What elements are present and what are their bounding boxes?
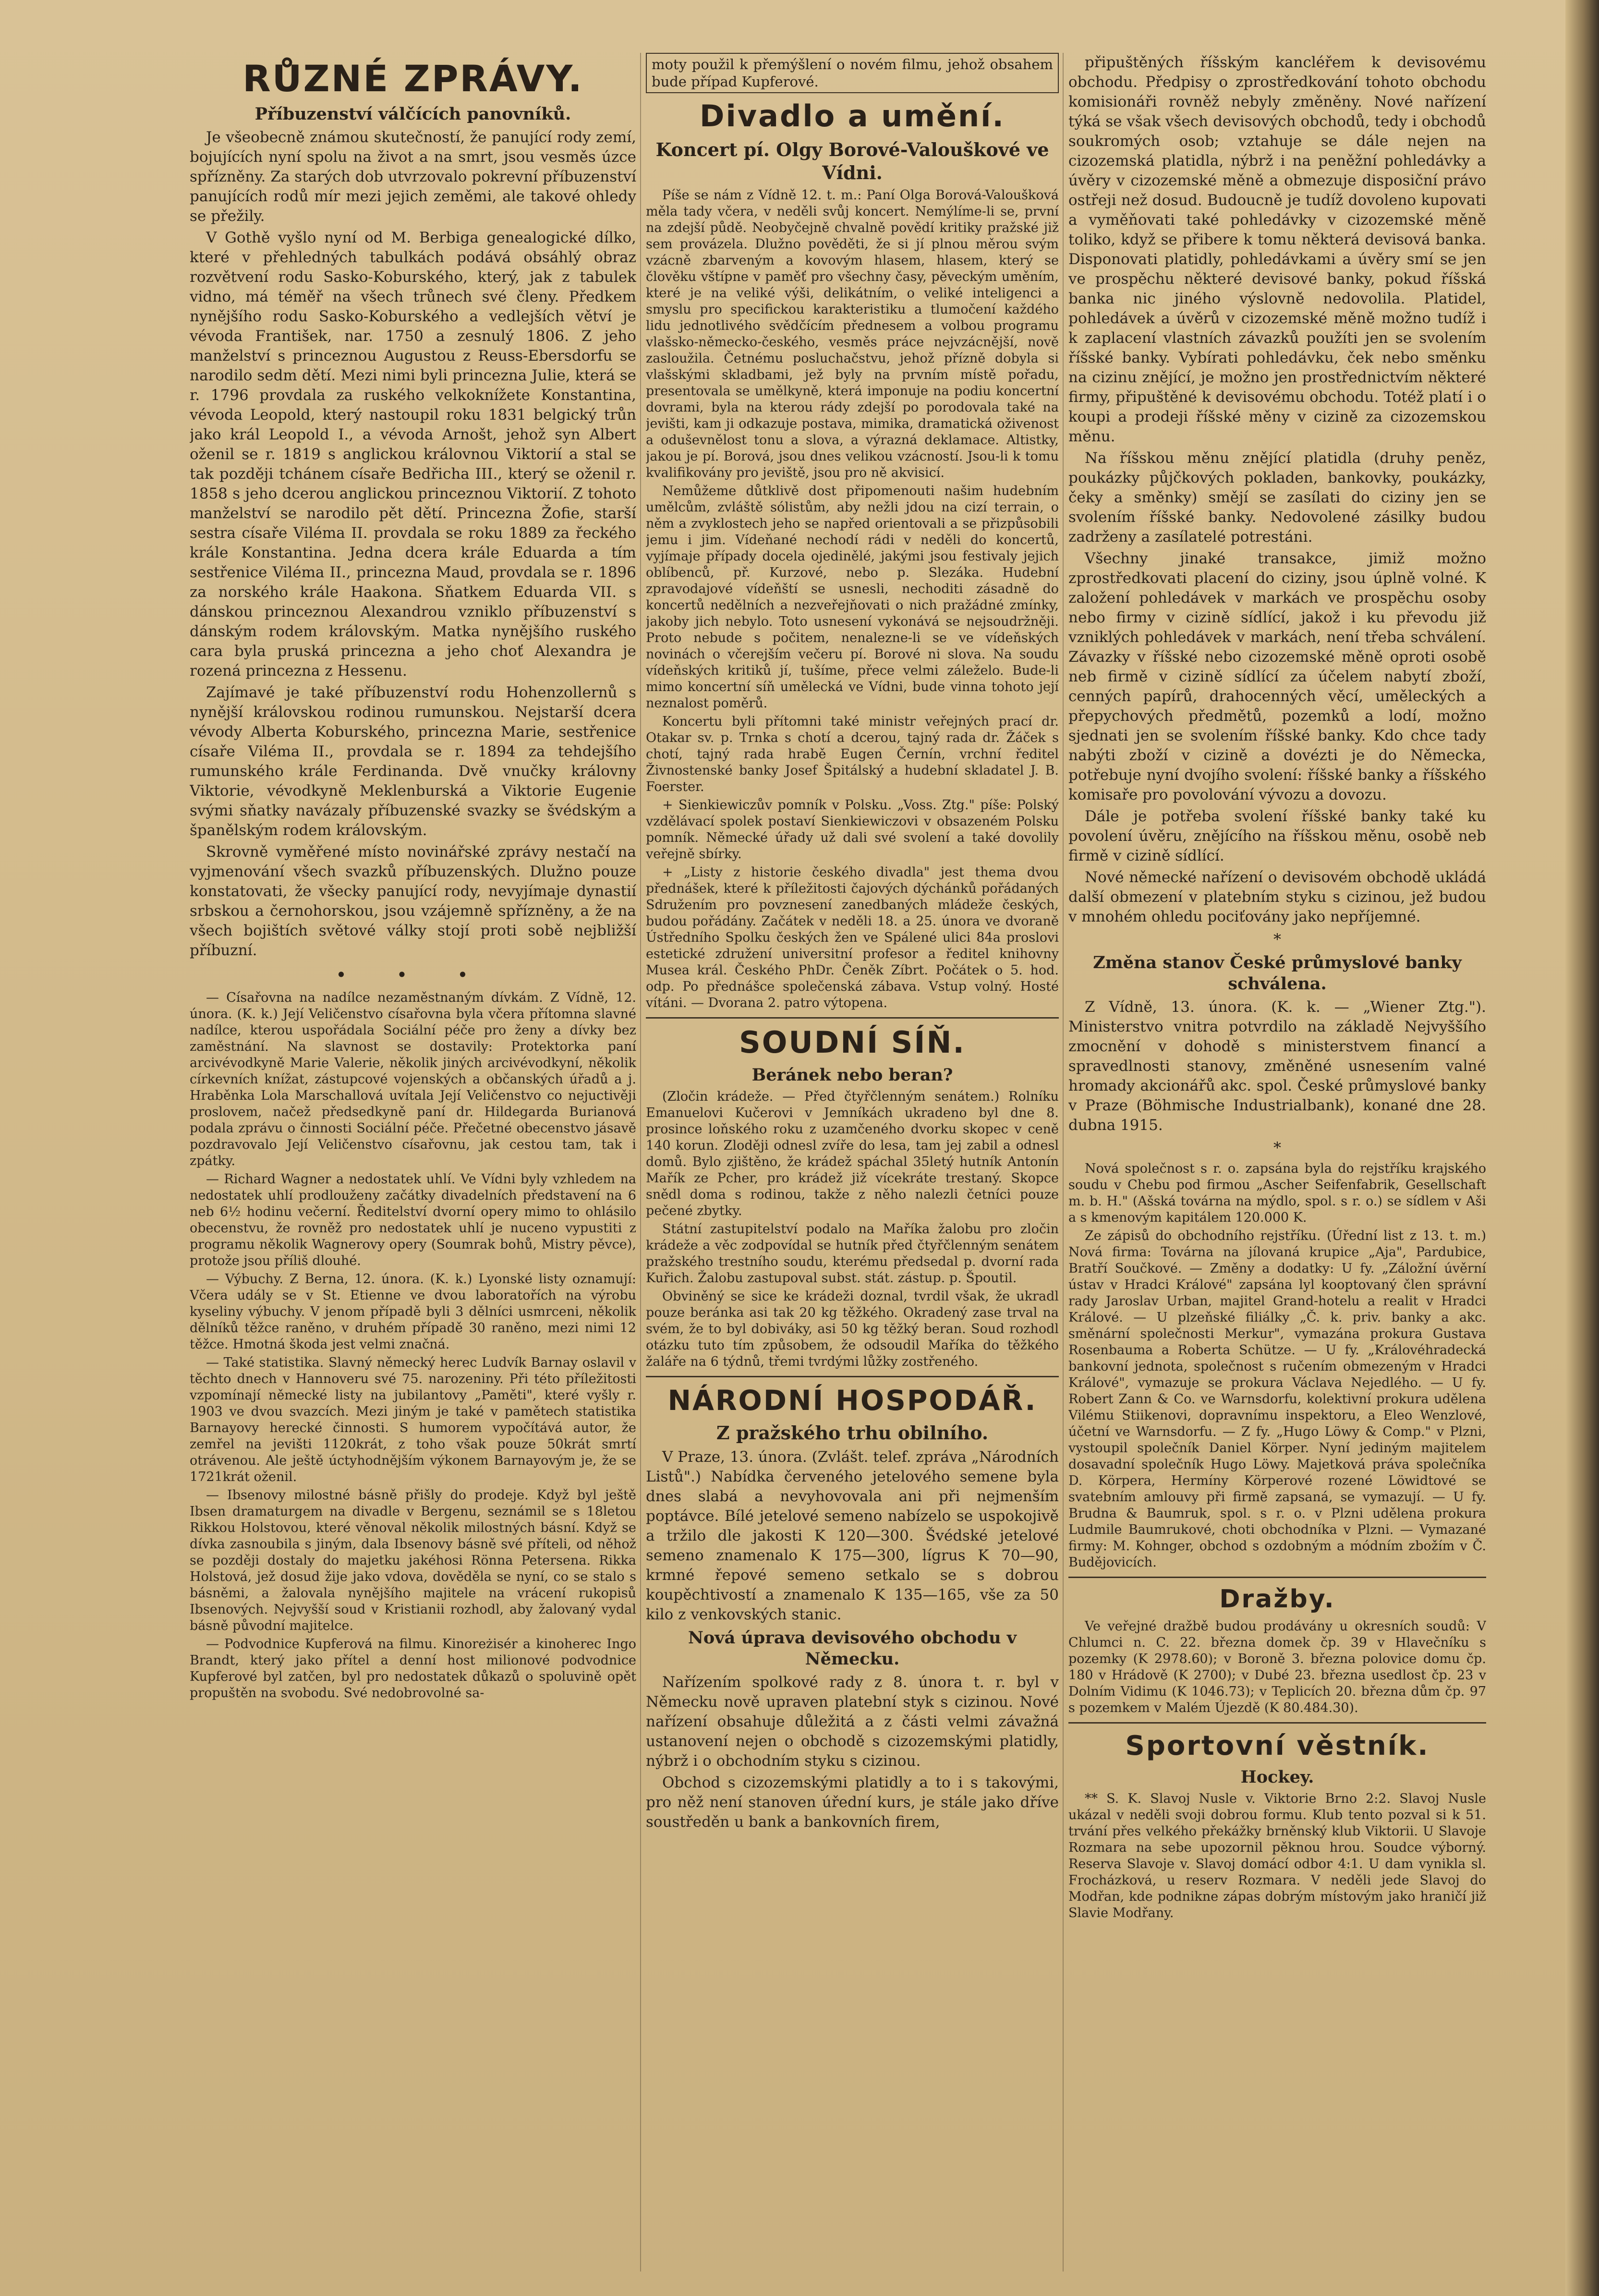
section-rule: [1068, 1577, 1486, 1578]
section-rule: [646, 1376, 1059, 1377]
article-paragraph: Na říšskou měnu znějící platidla (druhy peněz, poukázky půjčkových pokladen, bankovky, poukázky, čeky a směnky) smějí se zasílati do ciziny jen se svolením říšské banky. Nedovolené zásilky budou zadrženy a zasílatelé potrestáni.: [1068, 449, 1486, 546]
news-item: — Císařovna na nadílce nezaměstnaným dívkám. Z Vídně, 12. února. (K. k.) Její Veličenstvo císařovna byla včera přítomna slavné nadílce, kterou uspořádala Sociální péče pro ženy a dívky bez zaměstnání. Na slavnost se dostavily: Protektorka paní arcivévodkyně Marie Valerie, několik jiných arcivévodkyní, několik církevních knížat, zástupcové vojenských a občanských úřadů a j. Hraběnka Lola Marschallová uvítala Její Veličenstvo co nejuctivěji proslovem, načež předsedkyně paní dr. Hildegarda Burianová podala zprávu o činnosti Sociální péče. Přečetné obecenstvo jásavě pozdravovalo Její Veličenstvo císařovnu, jak cestou tam, tak i zpátky.: [190, 990, 636, 1168]
column-rule: [1063, 53, 1064, 2272]
section-title-soudni-sin: SOUDNÍ SÍŇ.: [739, 1025, 966, 1060]
section-title-sportovni-vestnik: Sportovní věstník.: [1125, 1730, 1429, 1761]
article-paragraph: ** S. K. Slavoj Nusle v. Viktorie Brno 2:2. Slavoj Nusle ukázal v neděli svoji dobrou formu. Klub tento pozval si k 51. trvání přes velkého překážky brněnský klub Viktorii. U Slavoje Rozmara na sebe upozornil pěknou hrou. Soudce výborný. Reserva Slavoje v. Slavoj domácí odbor 4:1. U dam vynikla sl. Frocházková, u reserv Rozmara. V neděli jede Slavoj do Modřan, kde podnikne zápas dobrým místovým jako hraničí již Slavie Modřany.: [1068, 1791, 1486, 1920]
article-paragraph: Státní zastupitelství podalo na Maříka žalobu pro zločin krádeže a věc zodpovídal se hutník před čtyřčlenným senátem pražského trestního soudu, kterému předsedal p. dvorní rada Kuřich. Žalobu zastupoval subst. stát. zástup. p. Špoutil.: [646, 1222, 1059, 1286]
article-paragraph: Nemůžeme důtklivě dost připomenouti našim hudebním umělcům, zvláště sólistům, aby nežli jdou na cizí terrain, o něm a zvyklostech jeho se napřed orientovali a se přizpůsobili jemu i jim. Vídeňané nechodí rádi v neděli do koncertů, vyjímaje případy docela ojedinělé, jakými jsou festivaly jejich oblíbenců, př. Kurzové, nebo p. Slezáka. Hudební zpravodajové vídeňští se usnesli, nechoditi zásadně do koncertů nedělních a nezveřejňovati o nich pražádné zmínky, jakoby jich nebylo. Toto usnesení vykonává se nejsoudržněji. Proto nebude s počitem, nenalezne-li se ve vídeňských novinách o včerejším večeru pí. Borové ni slova. Na soudu vídeňských kritiků jí, tušíme, přece velmi záleželo. Bude-li mimo koncertní síň umělecká ve Vídni, bude vinna tohoto její neznalost poměrů.: [646, 484, 1059, 711]
continued-text: moty použil k přemýšlení o novém filmu, jehož obsahem bude případ Kupferové.: [646, 53, 1059, 93]
section-rule: [1068, 1722, 1486, 1724]
news-item: + Sienkiewiczův pomník v Polsku. „Voss. Ztg." píše: Polský vzdělávací spolek postaví Sienkiewiczovi v obsazeném Polsku pomník. Německé úřady už dali své svolení a také dovolily veřejně sbírky.: [646, 798, 1059, 862]
news-item: — Výbuchy. Z Berna, 12. února. (K. k.) Lyonské listy oznamují: Včera udály se v St. Etienne ve dvou laboratořích na výrobu kyseliny výbuchy. V jenom případě byli 3 dělníci usmrceni, několik dělníků těžce raněno, v druhém případě 30 raněno, mezi nimi 12 těžce. Hmotná škoda jest velmi značná.: [190, 1272, 636, 1352]
section-divider: • • •: [336, 964, 490, 985]
article-headline: Příbuzenství válčících panovníků.: [254, 104, 571, 124]
section-title-ruzne-zpravy: RŮZNÉ ZPRÁVY.: [242, 57, 583, 100]
article-paragraph: Obviněný se sice ke krádeži doznal, tvrdil však, že ukradl pouze beránka asi tak 20 kg těžkého. Okradený zase trval na svém, že to byl dobiváky, asi 50 kg těžký beran. Soud rozhodl otázku tuto tím způsobem, že odsoudil Maříka do těžkého žaláře na 6 týdnů, třemi tvrdými lůžky zostřeného.: [646, 1289, 1059, 1369]
article-paragraph: Zajímavé je také příbuzenství rodu Hohenzollernů s nynější královskou rodinou rumunskou. Nejstarší dcera vévody Alberta Koburského, princezna Marie, sestřenice císaře Viléma II., provdala se r. 1894 za tehdejšího rumunského krále Ferdinanda. Dvě vnučky královny Viktorie, vévodkyně Meklenburská a Viktorie Eugenie svými sňatky navázaly příbuzenské svazky se švédským a španělským rodem královským.: [190, 684, 636, 839]
news-item: + „Listy z historie českého divadla" jest thema dvou přednášek, které k příležitosti čajových dýchánků pořádaných Sdružením pro povznesení zanedbaných mládeže českých, budou pořádány. Začátek v neděli 18. a 25. února ve dvoraně Ústředního Spolku českých žen ve Spálené ulici 84a proslovi estetické združení universitní profesor a ředitel knihovny Musea král. Českého PhDr. Čeněk Zíbrt. Počátek o 5. hod. odp. Po přednášce společenská zábava. Vstup volný. Hosté vítáni. — Dvorana 2. patro výtopena.: [646, 865, 1059, 1010]
article-headline: Hockey.: [1240, 1767, 1314, 1787]
article-paragraph: Je všeobecně známou skutečností, že panující rody zemí, bojujících nyní spolu na život a na smrt, jsou vesměs úzce spřízněny. Za starých dob utvrzovalo pokrevní příbuzenství panujících rodů mír mezi jejich zeměmi, ale takové ohledy se přežily.: [190, 129, 636, 225]
article-headline: Z pražského trhu obilního.: [716, 1422, 989, 1444]
section-rule: [646, 1017, 1059, 1019]
section-title-narodni-hospodar: NÁRODNÍ HOSPODÁŘ.: [667, 1384, 1037, 1417]
article-paragraph: připuštěných říšským kancléřem k devisovému obchodu. Předpisy o zprostředkování tohoto obchodu komisionáři rovněž nebyly změněny. Nové nařízení týká se však všech devisových obchodů, tedy i obchodů soukromých osob; vztahuje se dále nejen na cizozemská platidla, nýbrž i na peněžní pohledávky a úvěry v cizozemské měně a obmezuje disposiční právo ostřeji než dosud. Budoucně je tudíž dovoleno kupovati a vyměňovati také pohledávky v cizozemské měně toliko, když se přibere k tomu některá devisová banka. Disponovati platidly, pohledávkami a úvěry smí se jen ve prospěchu některé devisové banky, pokud říšská banka nic jiného výslovně nedovolila. Platidel, pohledávek a úvěrů v cizozemské měně možno tudíž i k zaplacení vlastních závazků použíti jen se svolením říšské banky. Vybírati pohledávku, ček nebo směnku na cizinu znějící, je možno jen prostřednictvím některé firmy, připuštěné k devisovému obchodu. Totéž platí i o koupi a prodeji říšské měny v cizině za cizozemskou měnu.: [1068, 54, 1486, 445]
article-paragraph: Všechny jinaké transakce, jimiž možno zprostředkovati placení do ciziny, jsou úplně volné. K založení pohledávek v markách ve prospěchu osoby nebo firmy v cizině sídlící, jakož i ku převodu již vzniklých pohledávek v markách, není třeba schválení. Závazky v říšské nebo cizozemské měně oproti osobě neb firmě v cizině sídlící za účelem nabytí zboží, cenných papírů, drahocenných věcí, uměleckých a přepychových předmětů, pozemků a lodí, možno sjednati jen se svolením říšské banky. Kdo chce tady nabýti zboží v cizině a dovézti je do Německa, potřebuje nyní dvojího svolení: říšské banky a říšského komisaře pro povolování vývozu a dovozu.: [1068, 550, 1486, 803]
article-paragraph: Obchod s cizozemskými platidly a to i s takovými, pro něž není stanoven úřední kurs, je stále jako dříve soustředěn u bank a bankovních firem,: [646, 1774, 1059, 1831]
section-title-divadlo: Divadlo a umění.: [700, 98, 1005, 134]
column-2: [646, 53, 1059, 2272]
article-paragraph: Nařízením spolkové rady z 8. února t. r. byl v Německu nově upraven platební styk s cizinou. Nové nařízení obsahuje důležitá a z části velmi závažná ustanovení nejen o obchodě s cizozemskými platidly, nýbrž i o obchodním styku s cizinou.: [646, 1674, 1059, 1770]
page-edge-shadow: [1565, 0, 1599, 2296]
article-paragraph: Píše se nám z Vídně 12. t. m.: Paní Olga Borová-Valoušková měla tady včera, v neděli svůj koncert. Nemýlíme-li se, první na zdejší půdě. Neobyčejně chvalně povědí kritiky pražské již sem provázela. Dlužno pověděti, že si jí plnou měrou svým vzácně zbarveným a kovovým hlasem, hlasem, který se člověku vštípne v paměť pro všechny časy, pěveckým uměním, které je na veliké výši, delikátním, o veliké inteligenci a smyslu pro specifickou karakteristiku a tlumočení každého lidu jednotlivého svědčícím přednesem a volbou programu vlašsko-německo-českého, vesměs práce nejvzácnější, nově zasloužila. Četnému posluchačstvu, jehož přízně dobyla si vlašskými skladbami, jež byly na prvním místě pořadu, presentovala se umělkyně, která imponuje na podiu koncertní dovrami, byla na kterou rády zdejší po porodovala také na jevišti, kam ji odkazuje postava, mimika, dramatická oživenost a oduševnělost tonu a slova, a výrazná deklamace. Altistky, jakou je pí. Borová, jsou dnes velikou vzácností. Jsou-li k tomu kvalifikovány pro jeviště, jsou pro ně akvisicí.: [646, 188, 1059, 480]
article-paragraph: Skrovně vyměřené místo novinářské zprávy nestačí na vyjmenování všech svazků příbuzenských. Dlužno pouze konstatovati, že všecky panující rody, nevyjímaje dynastií srbskou a černohorskou, jsou vzájemně spřízněny, a že na všech bojištích světové války stojí proti sobě nejbližší příbuzní.: [190, 843, 636, 959]
article-paragraph: (Zločin krádeže. — Před čtyřčlenným senátem.) Rolníku Emanuelovi Kučerovi v Jemníkách ukradeno byl dne 8. prosince loňského roku z uzamčeného dvorku skopec v ceně 140 korun. Zloději odnesl zvíře do lesa, tam jej zabil a odnesl domů. Bylo zjištěno, že krádež spáchal 35letý hutník Antonín Mařík ze Pcher, pro krádež již vícekráte trestaný. Skopce snědl doma s rodinou, takže z něho nalezli četníci pouze pečené zbytky.: [646, 1089, 1059, 1218]
news-item: Nová společnost s r. o. zapsána byla do rejstříku krajského soudu v Chebu pod firmou „Ascher Seifenfabrik, Gesellschaft m. b. H." (Ašská továrna na mýdlo, spol. s r. o.) se sídlem v Aši a s kmenovým kapitálem 120.000 K.: [1068, 1161, 1486, 1225]
news-item: — Podvodnice Kupferová na filmu. Kinoreżisér a kinoherec Ingo Brandt, který jako přítel a denní host milionové podvodnice Kupferové byl zatčen, byl pro nedostatek důkazů o spoluvině opět propuštěn na svobodu. Své nedobrovolné sa-: [190, 1637, 636, 1701]
article-paragraph: V Praze, 13. února. (Zvlášt. telef. zpráva „Národních Listů".) Nabídka červeného jetelového semene byla dnes slabá a nevyhovovala ani při nejmenším poptávce. Bílé jetelové semeno nabízelo se uspokojivě a tržilo dle jakosti K 120—300. Švédské jetelové semeno znamenalo K 175—300, lígrus K 70—90, krmné řepové semeno setkalo se s dobrou koupěchtivostí a znamenalo K 135—165, vše za 50 kilo z venkovských stanic.: [646, 1448, 1059, 1623]
article-paragraph: Nové německé nařízení o devisovém obchodě ukládá další obmezení v platebním styku s cizinou, jež budou v mnohém ohledu pociťovány jako nepříjemné.: [1068, 869, 1486, 925]
article-paragraph: V Gothě vyšlo nyní od M. Berbiga genealogické dílko, které v přehledných tabulkách podává obsáhlý obraz rozvětvení rodu Sasko-Koburského, který, jak z tabulek vidno, má téměř na všech trůnech své členy. Předkem nynějšího rodu Sasko-Koburského a vedlejších větví je vévoda František, nar. 1750 a zesnulý 1806. Z jeho manželství s princeznou Augustou z Reuss-Ebersdorfu se narodilo sedm dětí. Mezi nimi byli princezna Julie, která se r. 1796 provdala za ruského velkoknížete Konstantina, vévoda Leopold, který nastoupil roku 1831 belgický trůn jako král Leopold I., a vévoda Arnošt, jehož syn Albert oženil se r. 1819 s anglickou královnou Viktorií a stal se tak později tchánem císaře Bedřicha III., který se oženil r. 1858 s jeho dcerou anglickou princeznou Viktorií. Z tohoto manželství se narodilo pět dětí. Princezna Žofie, starší sestra císaře Viléma II. provdala se roku 1889 za řeckého krále Konstantina. Jedna dcera krále Eduarda a tím sestřenice Viléma II., princezna Maud, provdala se r. 1896 za norského krále Haakona. Sňatkem Eduarda VII. s dánskou princeznou Alexandrou vzniklo příbuzenství s dánským rodem královským. Matka nynějšího ruského cara byla pruská princezna a jeho choť Alexandra je rozená princezna z Hessenu.: [190, 229, 636, 680]
news-item: — Ibsenovy milostné básně přišly do prodeje. Když byl ještě Ibsen dramaturgem na divadle v Bergenu, seznámil se s 18letou Rikkou Holstovou, které věnoval několik milostných básní. Když se dívka zasnoubila s jiným, dala Ibsenovy básně své příteli, od něhož se později dostaly do majetku jakéhosi Rönna Petersena. Rikka Holstová, jež dosud žije jako vdova, dověděla se nyní, co se stalo s básněmi, a žalovala nynějšího majitele na vrácení rukopisů Ibsenových. Nejvyšší soud v Kristianii rozhodl, aby žalovaný vydal básně původní majitelce.: [190, 1488, 636, 1633]
news-item: Ze zápisů do obchodního rejstříku. (Úřední list z 13. t. m.) Nová firma: Továrna na jílovaná krupice „Aja", Pardubice, Bratří Součkové. — Změny a dodatky: U fy. „Záložní úvěrní ústav v Hradci Králové" zapsána lyl kooptovaný člen správní rady Jaroslav Urban, majitel Grand-hotelu a realit v Hradci Králové. — U plzeňské filiálky „Č. k. priv. banky a akc. směnární společnosti Merkur", vymazána prokura Gustava Rosenbauma a Roberta Schütze. — U fy. „Královéhradecká bankovní jednota, společnost s ručením obmezeným v Hradci Králové", vymazuje se prokura Václava Nejedlého. — U fy. Robert Zann & Co. ve Warnsdorfu, kolektivní prokura udělena Vilému Stiikenovi, dopravnímu inspektoru, a Eleo Wenzlové, účetní ve Warnsdorfu. — Z fy. „Hugo Löwy & Comp." v Plzni, vystoupil společník Daniel Körper. Nyní jediným majitelem dosavadní společník Hugo Löwy. Majetková práva společníka D. Körpera, Hermíny Körperové rozené Löwidtové se svatebním amlouvy při firmě zapsaná, se vymazují. — U fy. Brudna & Baumruk, spol. s r. o. v Plzni udělena prokura Ludmile Baumrukové, choti obchodníka v Plzni. — Vymazané firmy: M. Kohnger, obchod s ozdobným a módním zbožím v Č. Budějovicích.: [1068, 1228, 1486, 1570]
article-paragraph: Ve veřejné dražbě budou prodávány u okresních soudů: V Chlumci n. C. 22. března domek čp. 39 v Hlavečníku s pozemky (K 2978.60); v Boroně 3. března polovice domu čp. 180 v Hrádově (K 2700); v Dubé 23. března usedlost čp. 23 v Dolním Vidimu (K 1046.73); v Teplicích 20. března dům čp. 97 s pozemkem v Malém Újezdě (K 80.484.30).: [1068, 1619, 1486, 1715]
news-item: — Richard Wagner a nedostatek uhlí. Ve Vídni byly vzhledem na nedostatek uhlí prodlouženy začátky divadelních představení na 6 neb 6½ hodinu večerní. Ředitelství dvorní opery mimo to ohlásilo obecenstvu, že rovněž pro nedostatek uhlí je nuceno vypustiti z programu několik Wagnerovy opery (Soumrak bohů, Mistry pěvce), protože jsou příliš dlouhé.: [190, 1172, 636, 1268]
column-3: [1068, 53, 1486, 2272]
section-title-drazby: Dražby.: [1219, 1585, 1335, 1614]
separator-asterisk: *: [1273, 930, 1281, 948]
article-paragraph: Z Vídně, 13. února. (K. k. — „Wiener Ztg."). Ministerstvo vnitra potvrdilo na základě Nejvyššího zmocnění v dohodě s ministerstvem financí a spravedlnosti stanovy, změněné usnesením valné hromady akcionářů akc. spol. České průmyslové banky v Praze (Böhmische Industrialbank), konané dne 28. dubna 1915.: [1068, 998, 1486, 1134]
article-paragraph: Dále je potřeba svolení říšské banky také ku povolení úvěru, znějícího na říšskou měnu, osobě neb firmě v cizině sídlící.: [1068, 808, 1486, 864]
article-headline: Beránek nebo beran?: [751, 1065, 953, 1085]
article-paragraph: Koncertu byli přítomni také ministr veřejných prací dr. Otakar sv. p. Trnka s chotí a dcerou, tajný rada dr. Žáček s chotí, tajný rada hrabě Eugen Černín, vrchní ředitel Živnostenské banky Josef Špitálský a hudební skladatel J. B. Foerster.: [646, 714, 1059, 794]
article-headline: Změna stanov České průmyslové banky schválena.: [1093, 953, 1462, 994]
article-headline: Koncert pí. Olgy Borové-Valouškové ve Vídni.: [655, 139, 1049, 183]
separator-asterisk: *: [1273, 1139, 1281, 1157]
article-headline: Nová úprava devisového obchodu v Německu.: [688, 1628, 1017, 1669]
column-1: [190, 53, 636, 2272]
news-item: — Také statistika. Slavný německý herec Ludvík Barnay oslavil v těchto dnech v Hannoveru své 75. narozeniny. Při této příležitosti vzpomínají německé listy na jubilantovy „Paměti", které vyšly r. 1903 ve dvou svazcích. Mezi jiným je také v pamětech statistika Barnayovy herecké činnosti. S humorem vypočítává autor, že zemřel na jevišti 1120krát, z toho však pouze 50krát smrtí otrávenou. Ale ještě úctyhodnějším výkonem Barnayovým je, že se 1721krát oženil.: [190, 1355, 636, 1484]
column-rule: [640, 53, 641, 2272]
